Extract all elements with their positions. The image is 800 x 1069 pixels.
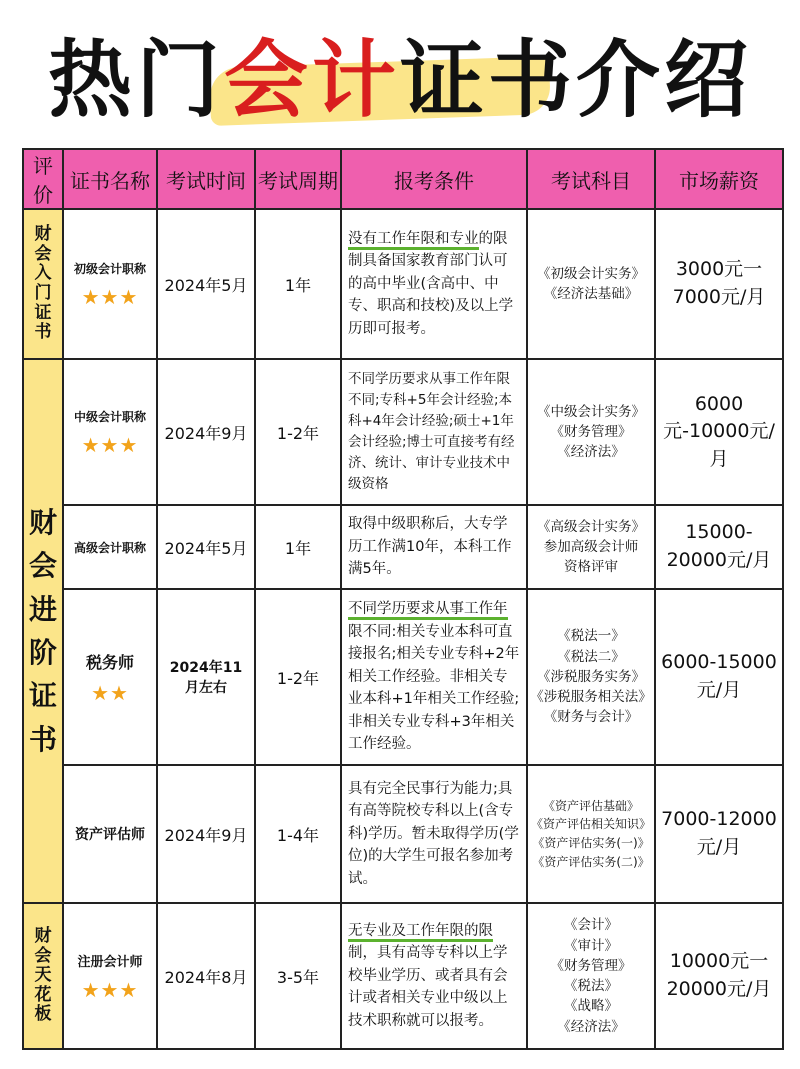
conditions-cell [341,903,527,1049]
table-row [23,765,783,903]
exam-time: 2024年8月 [157,903,255,1049]
conditions-cell [341,209,527,359]
conditions-highlight: 无专业及工作年限的限 [348,923,493,942]
cert-name-cell [63,903,157,1049]
header-cert-name: 证书名称 [63,149,157,209]
header-subjects: 考试科目 [527,149,655,209]
subjects-cell: 《资产评估基础》 《资产评估相关知识》 《资产评估实务(一)》 《资产评估实务(二)》 [527,765,655,903]
header-exam-cycle: 考试周期 [255,149,341,209]
cert-name-cell [63,589,157,765]
conditions-text: 不同学历要求从事工作年限不同;专科+5年会计经验;本科+4年会计经验;硕士+1年会计经验;博士可直接考有经济、统计、审计专业技术中级资格 [348,371,515,492]
cert-name: 税务师 [85,652,134,672]
header-exam-time: 考试时间 [157,149,255,209]
salary: 6000-15000元/月 [655,589,783,765]
conditions-cell [341,359,527,505]
title-area [0,0,800,148]
conditions-cell [341,505,527,589]
salary: 3000元一7000元/月 [655,209,783,359]
exam-time: 2024年9月 [157,765,255,903]
page-title [0,30,800,130]
table-row [23,359,783,505]
cert-name: 高级会计职称 [73,540,146,555]
cert-name-cell [63,209,157,359]
subjects-cell: 《税法一》 《税法二》 《涉税服务实务》 《涉税服务相关法》 《财务与会计》 [527,589,655,765]
conditions-cell [341,765,527,903]
cert-name: 初级会计职称 [73,261,146,276]
header-row [23,149,783,209]
header-rating: 评价 [23,149,63,209]
exam-cycle: 1-2年 [255,589,341,765]
cert-name: 资产评估师 [75,827,145,843]
title-part-2: 证书介绍 [400,31,753,129]
table-row [23,589,783,765]
salary: 6000元-10000元/月 [655,359,783,505]
table-row [23,903,783,1049]
category-advanced: 财 会 进 阶 证 书 [23,359,63,903]
salary: 7000-12000元/月 [655,765,783,903]
exam-time: 2024年11月左右 [157,589,255,765]
exam-cycle: 1年 [255,209,341,359]
title-highlight-text: 会计 [223,31,400,129]
rating-stars: ★★★ [81,432,139,457]
exam-time: 2024年5月 [157,209,255,359]
cert-name-cell [63,765,157,903]
header-salary: 市场薪资 [655,149,783,209]
conditions-text: 的限制具备国家教育部门认可的高中毕业(含高中、中专、职高和技校)及以上学历即可报考。 [348,230,514,337]
salary: 15000-20000元/月 [655,505,783,589]
cert-name: 中级会计职称 [73,409,146,424]
exam-cycle: 1年 [255,505,341,589]
subjects-cell: 《中级会计实务》 《财务管理》 《经济法》 [527,359,655,505]
conditions-text: 制，具有高等专科以上学校毕业学历、或者具有会计或者相关专业中级以上技术职称就可以报考。 [348,945,508,1029]
exam-cycle: 1-2年 [255,359,341,505]
exam-cycle: 1-4年 [255,765,341,903]
category-top: 财 会 天 花 板 [23,903,63,1049]
certificate-table [22,148,784,1050]
rating-stars: ★★★ [81,977,139,1002]
table-row [23,505,783,589]
conditions-cell [341,589,527,765]
subjects-cell: 《会计》 《审计》 《财务管理》 《税法》 《战略》 《经济法》 [527,903,655,1049]
conditions-highlight: 没有工作年限和专业 [348,231,479,250]
header-conditions: 报考条件 [341,149,527,209]
subjects-cell: 《高级会计实务》 参加高级会计师 资格评审 [527,505,655,589]
category-entry: 财 会 入 门 证 书 [23,209,63,359]
conditions-text: 具有完全民事行为能力;具有高等院校专科以上(含专科)学历。暂未取得学历(学位)的大学生可报名参加考试。 [348,780,519,887]
rating-stars: ★★ [91,680,129,705]
exam-cycle: 3-5年 [255,903,341,1049]
cert-name-cell [63,505,157,589]
cert-name-cell [63,359,157,505]
title-part-1: 热门 [47,31,224,129]
exam-time: 2024年5月 [157,505,255,589]
subjects-cell: 《初级会计实务》 《经济法基础》 [527,209,655,359]
conditions-text: 限不同:相关专业本科可直接报名;相关专业专科+2年相关工作经验。非相关专业本科+1年相关工作经验;非相关专业专科+3年相关工作经验。 [348,623,520,753]
exam-time: 2024年9月 [157,359,255,505]
conditions-text: 取得中级职称后，大专学历工作满10年，本科工作满5年。 [348,516,512,578]
rating-stars: ★★★ [81,284,139,309]
cert-name: 注册会计师 [77,954,143,970]
conditions-highlight: 不同学历要求从事工作年 [348,601,508,620]
table-row [23,209,783,359]
salary: 10000元一20000元/月 [655,903,783,1049]
